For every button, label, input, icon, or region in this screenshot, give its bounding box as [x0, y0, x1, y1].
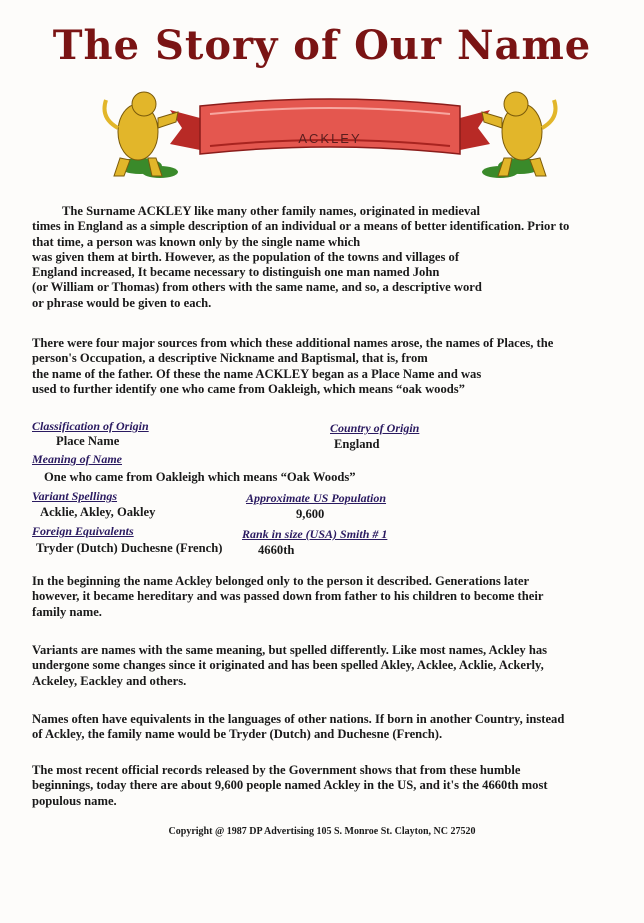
rank-value: 4660th	[258, 543, 295, 557]
hereditary-line: In the beginning the name Ackley belonged only to the person it described. Generations later	[32, 574, 530, 588]
intro-paragraph	[32, 204, 614, 311]
sources-line: There were four major sources from which these additional names arose, the names of Places, the	[32, 336, 554, 350]
variants-line: Variants are names with the same meaning, but spelled differently. Like most names, Ackley has	[32, 643, 548, 657]
country-value: England	[334, 437, 380, 451]
sources-line: person's Occupation, a descriptive Nickname and Baptismal, that is, from	[32, 351, 428, 366]
meaning-label: Meaning of Name	[32, 452, 122, 466]
variants-value: Acklie, Akley, Oakley	[40, 505, 156, 519]
laurel-leaves	[118, 158, 542, 178]
sources-line: used to further identify one who came from Oakleigh, which means “oak woods”	[32, 381, 465, 396]
population-value: 9,600	[296, 507, 325, 521]
records-paragraph	[32, 763, 614, 809]
intro-line: (or William or Thomas) from others with the same name, and so, a descriptive word	[32, 280, 482, 295]
classification-value: Place Name	[56, 434, 120, 448]
equivalents-paragraph	[32, 712, 614, 743]
surname-banner-text: ACKLEY	[298, 131, 362, 146]
rank-label: Rank in size (USA) Smith # 1	[242, 527, 388, 541]
variants-line: Ackeley, Eackley and others.	[32, 673, 187, 688]
intro-line: or phrase would be given to each.	[32, 295, 212, 310]
country-label: Country of Origin	[330, 421, 420, 435]
variants-line: undergone some changes since it originated and has been spelled Akley, Acklee, Acklie, Ackerly,	[32, 658, 544, 673]
hereditary-line: family name.	[32, 604, 102, 619]
sources-paragraph	[32, 336, 614, 397]
foreign-label: Foreign Equivalents	[32, 524, 134, 538]
meaning-value: One who came from Oakleigh which means “Oak Woods”	[44, 470, 356, 484]
hereditary-paragraph	[32, 574, 614, 620]
records-line: The most recent official records released by the Government shows that from these humble	[32, 763, 521, 777]
copyright-footer: Copyright @ 1987 DP Advertising 105 S. Monroe St. Clayton, NC 27520	[168, 826, 476, 837]
equivalents-line: of Ackley, the family name would be Tryder (Dutch) and Duchesne (French).	[32, 727, 443, 742]
population-label: Approximate US Population	[246, 491, 387, 505]
records-line: populous name.	[32, 793, 117, 808]
hereditary-line: however, it became hereditary and was passed down from father to his children to become their	[32, 589, 544, 604]
intro-line: England increased, It became necessary to distinguish one man named John	[32, 265, 440, 280]
intro-line: was given them at birth. However, as the population of the towns and villages of	[32, 249, 460, 264]
intro-line: The Surname ACKLEY like many other family names, originated in medieval	[62, 204, 481, 218]
intro-line: times in England as a simple description of an individual or a means of better identification. Prior to	[32, 219, 570, 234]
intro-line: that time, a person was known only by the single name which	[32, 234, 361, 249]
records-line: beginnings, today there are about 9,600 people named Ackley in the US, and it's the 4660th most	[32, 778, 548, 793]
page-title: The Story of Our Name	[52, 22, 592, 69]
classification-label: Classification of Origin	[32, 419, 149, 433]
foreign-value: Tryder (Dutch) Duchesne (French)	[36, 541, 223, 555]
equivalents-line: Names often have equivalents in the languages of other nations. If born in another Country, instead	[32, 712, 565, 726]
sources-line: the name of the father. Of these the name ACKLEY began as a Place Name and was	[32, 366, 482, 381]
variants-label: Variant Spellings	[32, 489, 118, 503]
variants-paragraph	[32, 643, 614, 689]
